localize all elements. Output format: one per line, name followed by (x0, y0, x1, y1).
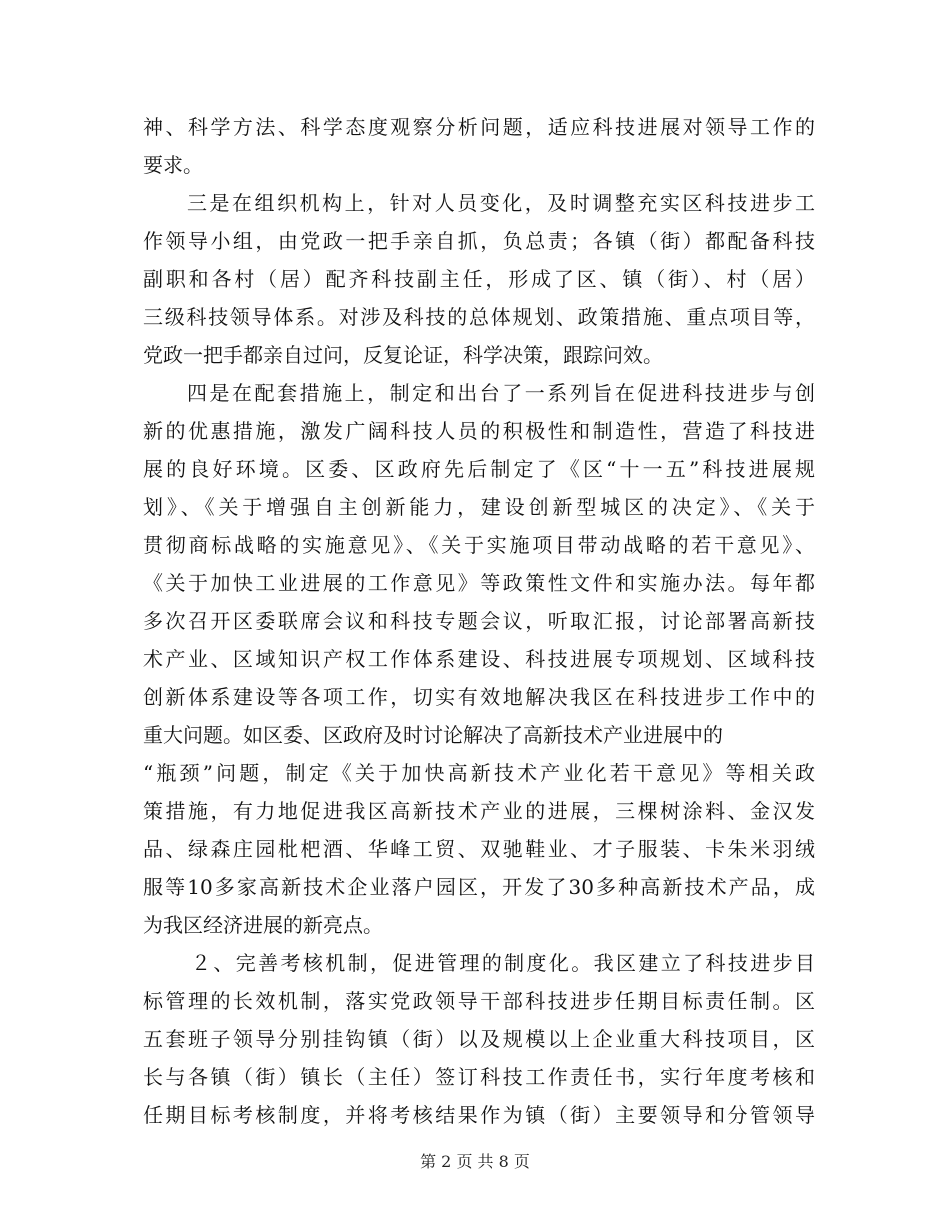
text-line: ２、完善考核机制，促进管理的制度化。我区建立了科技进步目 (191, 951, 815, 975)
text-line: 三级科技领导体系。对涉及科技的总体规划、政策措施、重点项目等， (143, 305, 815, 329)
text-line: 品、绿森庄园枇杷酒、华峰工贸、双驰鞋业、才子服装、卡朱米羽绒 (143, 837, 815, 861)
text-line: 策措施，有力地促进我区高新技术产业的进展，三棵树涂料、金汉发 (143, 799, 815, 823)
text-line: 标管理的长效机制，落实党政领导干部科技进步任期目标责任制。区 (143, 989, 815, 1013)
text-line: 为我区经济进展的新亮点。 (143, 913, 383, 937)
text-line: 党政一把手都亲自过问，反复论证，科学决策，跟踪问效。 (143, 343, 663, 367)
text-line: 作领导小组，由党政一把手亲自抓，负总责；各镇（街）都配备科技 (143, 229, 815, 253)
text-line: 《关于加快工业进展的工作意见》等政策性文件和实施办法。每年都 (143, 571, 815, 595)
text-line: 要求。 (143, 153, 203, 177)
page-number-footer: 第 2 页 共 8 页 (420, 1152, 530, 1171)
text-line: 创新体系建设等各项工作，切实有效地解决我区在科技进步工作中的 (143, 685, 815, 709)
text-line: 多次召开区委联席会议和科技专题会议，听取汇报，讨论部署高新技 (143, 609, 815, 633)
text-line: 神、科学方法、科学态度观察分析问题，适应科技进展对领导工作的 (143, 115, 815, 139)
text-line: 贯彻商标战略的实施意见》、《关于实施项目带动战略的若干意见》、 (143, 533, 815, 557)
text-line: 新的优惠措施，激发广阔科技人员的积极性和制造性，营造了科技进 (143, 419, 815, 443)
text-line: 长与各镇（街）镇长（主任）签订科技工作责任书，实行年度考核和 (143, 1065, 815, 1089)
text-line: 副职和各村（居）配齐科技副主任，形成了区、镇（街）、村（居） (143, 267, 815, 291)
text-line: 重大问题。如区委、区政府及时讨论解决了高新技术产业进展中的 (143, 723, 723, 747)
text-line: 五套班子领导分别挂钩镇（街）以及规模以上企业重大科技项目，区 (143, 1027, 815, 1051)
text-line: 服等10多家高新技术企业落户园区，开发了30多种高新技术产品，成 (143, 875, 815, 899)
text-line: 任期目标考核制度，并将考核结果作为镇（街）主要领导和分管领导 (143, 1103, 815, 1127)
text-line: 展的良好环境。区委、区政府先后制定了《区“十一五”科技进展规 (143, 457, 815, 481)
text-line: 四是在配套措施上，制定和出台了一系列旨在促进科技进步与创 (187, 381, 815, 405)
text-line: 划》、《关于增强自主创新能力，建设创新型城区的决定》、《关于 (143, 495, 815, 519)
text-line: 术产业、区域知识产权工作体系建设、科技进展专项规划、区域科技 (143, 647, 815, 671)
body-text (143, 108, 815, 1134)
text-line: 三是在组织机构上，针对人员变化，及时调整充实区科技进步工 (187, 191, 815, 215)
text-line: “瓶颈”问题，制定《关于加快高新技术产业化若干意见》等相关政 (143, 761, 815, 785)
